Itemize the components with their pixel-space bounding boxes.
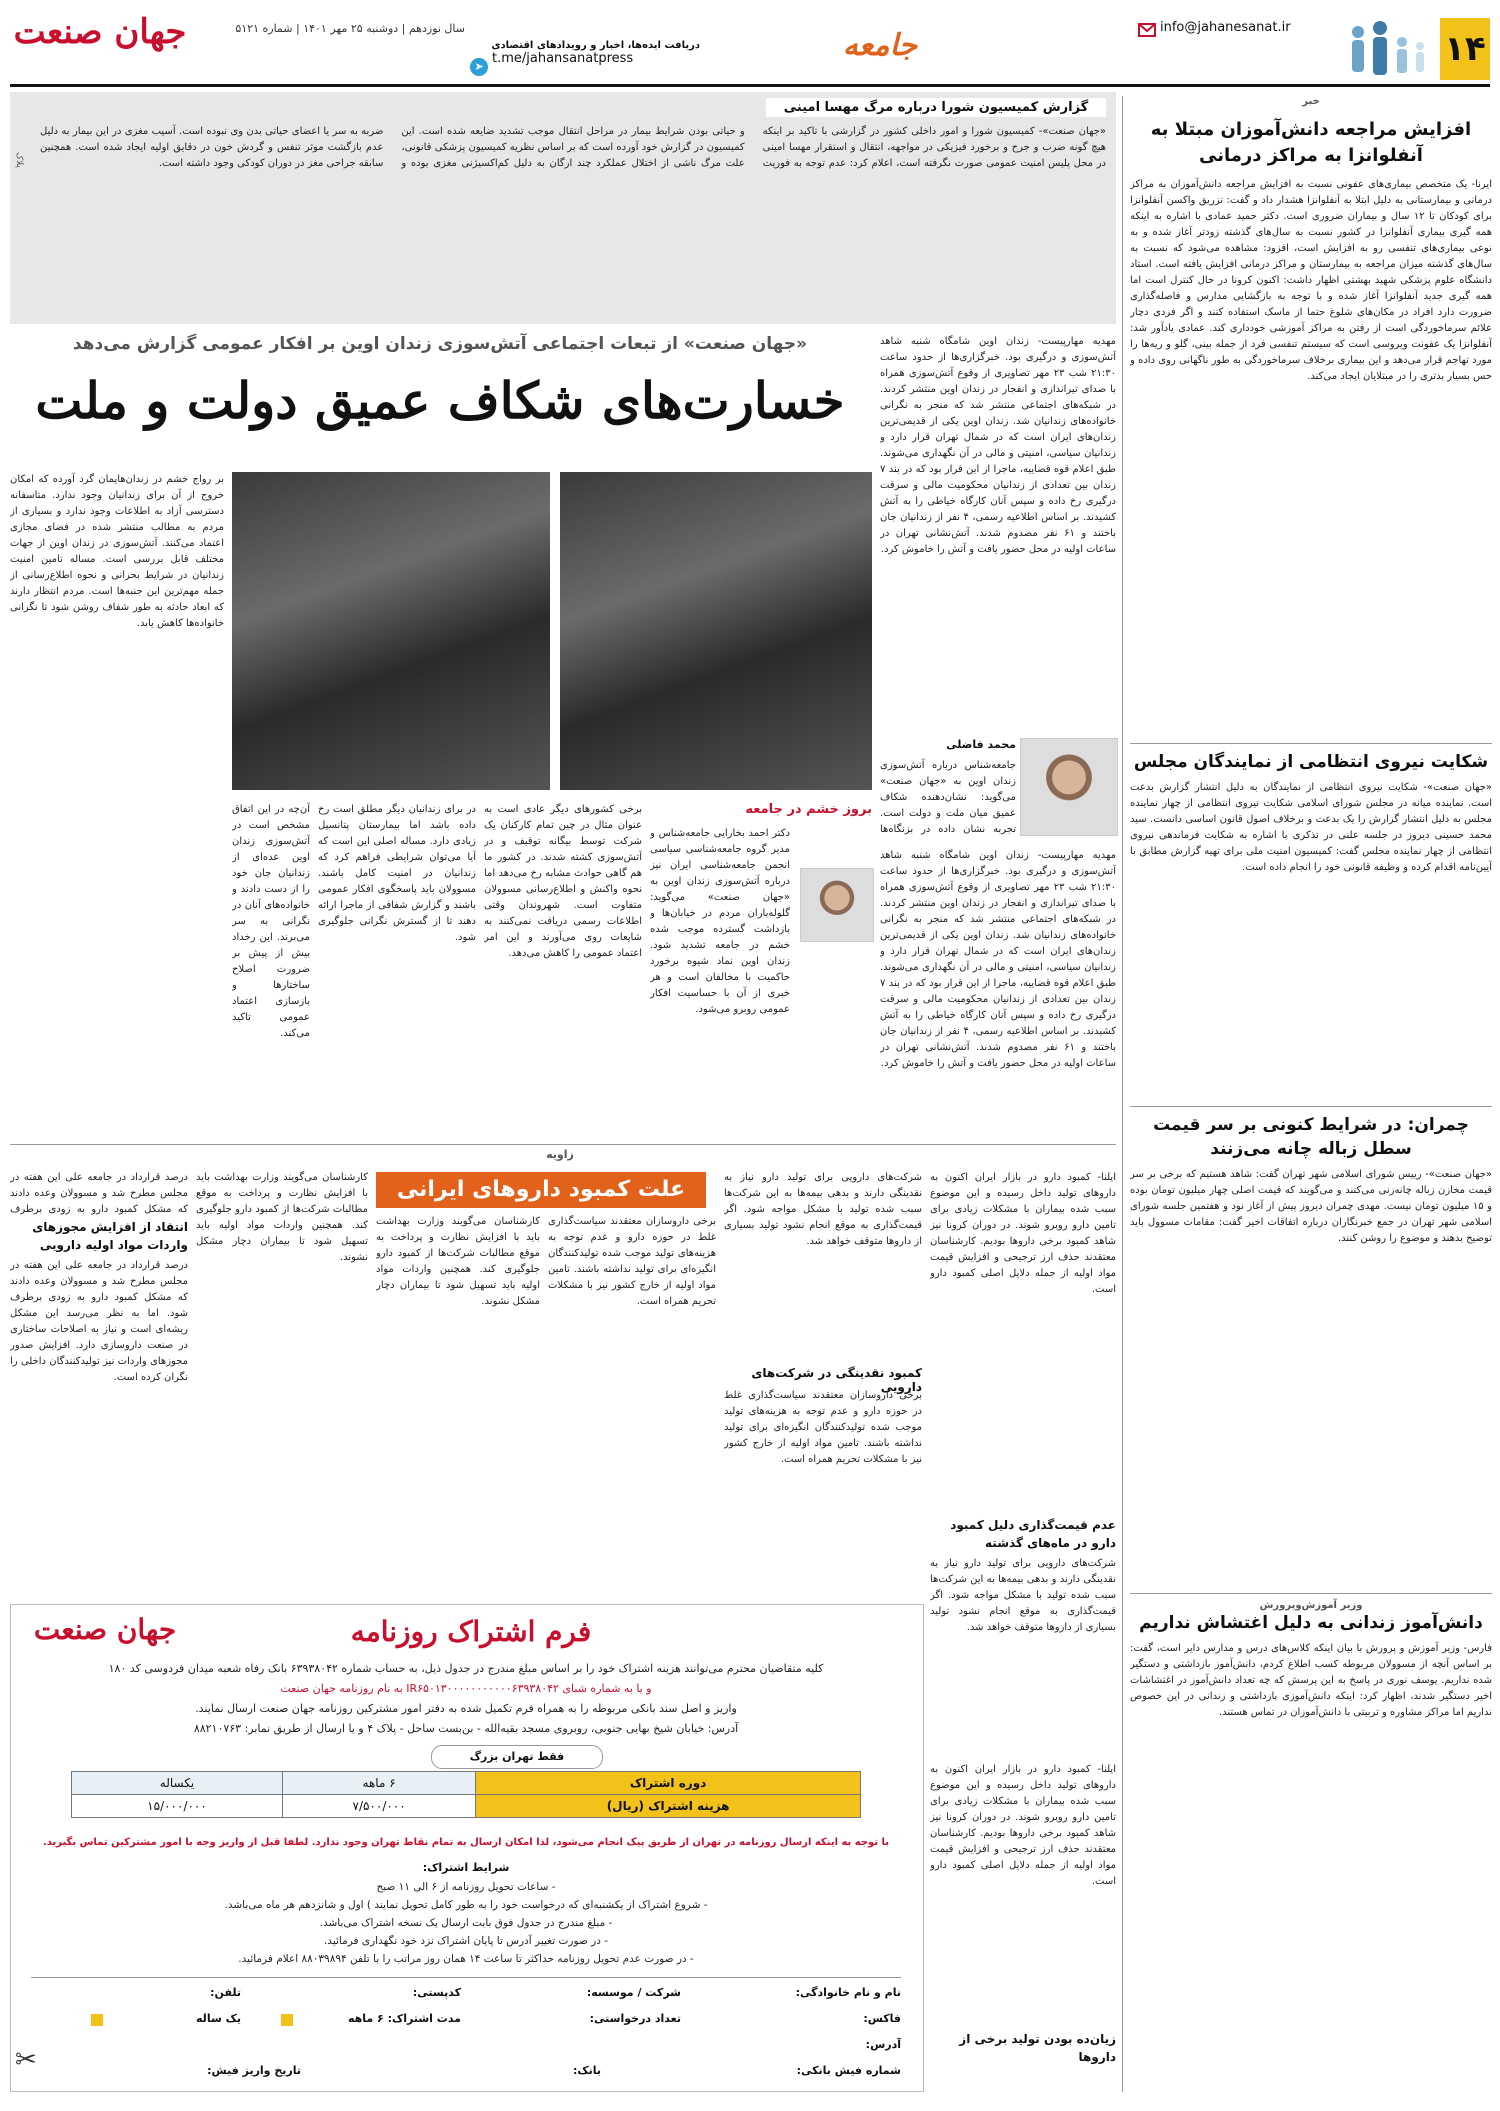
table-row-6mo-price: ۷/۵۰۰/۰۰۰ — [283, 1795, 476, 1818]
drug-col4: کارشناسان می‌گویند وزارت بهداشت باید با افزایش نظارت و پرداخت به موقع مطالبات شرکت‌ها از کمبود دارو جلوگیری کند. همچنین واردات مواد اولیه باید تسهیل شود تا بیماران دچار مشکل نشوند. — [376, 1216, 540, 1307]
main-col-right: بر رواج خشم در زندان‌هایمان گرد آورده که امکان خروج از آن برای زندانیان وجود ندارد. متاسفانه دسترسی آزاد به اطلاعات وجود ندارد و بسیاری از مردم به مطالب منتشر شده در فضای مجازی اعتماد می‌کنند. آتش‌سوزی در زندان اوین از جهات مختلف قابل بررسی است. مساله تامین امنیت زندانیان در شرایط بحرانی و نحوه اطلاع‌رسانی از جمله مهم‌ترین این جنبه‌ها است. مردم انتظار دارند که ابعاد حادثه به طور شفاف روشن شود تا نگرانی خانواده‌ها کاهش یابد. — [10, 474, 224, 629]
byline-fazeli: محمد فاضلی — [946, 738, 1016, 751]
commission-report-body: «جهان صنعت»- کمیسیون شورا و امور داخلی کشور در گزارشی با تاکید بر اینکه هیچ گونه ضرب و جرح و برخورد فیزیکی در مواجهه، انتقال و استقرار مهسا امینی در محل پلیس امنیت عمومی صورت نگرفته است، اعلام کرد: عدم توجه به فوریت و حیاتی بودن شرایط بیمار در مراحل انتقال موجب تشدید ضایعه شده است. این کمیسیون در گزارش خود آورده است که بر اساس نظریه کمیسیون پزشکی قانونی، علت مرگ ناشی از اختلال عملکرد چند ارگان به دلیل کم‌اکسیژنی مغزی بوده و ضربه به سر یا اعضای حیاتی بدن وی نبوده است. آسیب مغزی در این بیمار به دلیل عدم بازگشت موثر تنفس و گردش خون در دقایق اولیه ایجاد شده است. همچنین سابقه جراحی مغز در دوران کودکی وجود داشته است. — [40, 126, 1106, 169]
commission-report-title: گزارش کمیسیون شورا درباره مرگ مهسا امینی — [766, 98, 1106, 117]
drug-col1: ایلنا- کمبود دارو در بازار ایران اکنون به داروهای تولید داخل رسیده و این موضوع سبب شده بیماران با مشکلات زیادی برای تامین دارو روبرو شوند. در دوران کرونا نیز شاهد کمبود برخی داروها بودیم. کارشناسان معتقدند حذف ارز ترجیحی و افزایش قیمت مواد اولیه از جمله دلایل اصلی کمبود دارو است. — [930, 1172, 1116, 1295]
byline-fazeli-text: جامعه‌شناس درباره آتش‌سوزی زندان اوین به «جهان صنعت» می‌گوید: نشان‌دهنده شکاف عمیق میان ملت و دولت است. تجربه نشان داده در بزنگاه‌ها — [880, 760, 1016, 835]
headline-police-complaint: شکایت نیروی انتظامی از نمایندگان مجلس — [1133, 752, 1489, 772]
telegram-icon: ➤ — [470, 58, 488, 76]
subscription-form — [10, 1604, 924, 2092]
header-email[interactable]: info@jahanesanat.ir — [1160, 20, 1291, 35]
form-fields — [31, 1977, 901, 2086]
field-yearly[interactable]: یک ساله — [196, 2012, 241, 2025]
kicker-education: وزیر آموزش‌وپرورش — [1259, 1600, 1363, 1611]
main-col-a: برخی کشورهای دیگر عادی است به عنوان مثال در چین تمام کارکنان یک شرکت توسط بیگانه توقیف و در آتش‌سوزی کشته شدند. در کشور ما هم گاهی حوادث مشابه رخ می‌دهد اما نحوه واکنش و اطلاع‌رسانی مسوولان متفاوت است. شهروندان وقتی اطلاعات رسمی دریافت نمی‌کنند به شایعات روی می‌آورند و این امر اعتماد عمومی را کاهش می‌دهد. — [484, 804, 642, 959]
portrait-bokharaei — [800, 868, 874, 942]
field-fax[interactable]: فاکس: — [863, 2012, 901, 2025]
checkbox-1yr[interactable] — [91, 2014, 103, 2026]
telegram-line2[interactable]: t.me/jahansanatpress — [492, 51, 634, 66]
fire-photo-left — [232, 472, 550, 790]
headline-chamran: چمران: در شرایط کنونی بر سر قیمت سطل زباله چانه می‌زنند — [1153, 1115, 1469, 1159]
field-period[interactable]: مدت اشتراک: ۶ ماهه — [347, 2012, 461, 2025]
kicker-flu: خبر — [1302, 96, 1320, 107]
drug-sub3: زیان‌ده بودن تولید برخی از داروها — [959, 2032, 1116, 2064]
zaviyeh-tag: زاویه — [546, 1148, 574, 1161]
page-number: ۱۴ — [1444, 29, 1486, 69]
condition-1: - ساعات تحویل روزنامه از ۶ الی ۱۱ صبح — [376, 1881, 556, 1893]
drug-col2: شرکت‌های دارویی برای تولید دارو نیاز به نقدینگی دارند و بدهی بیمه‌ها به این شرکت‌ها سبب شده تولید با مشکل مواجه شود. اگر قیمت‌گذاری به موقع انجام نشود تولید بسیاری از داروها متوقف خواهد شد. — [724, 1172, 922, 1247]
drug-col6: درصد قرارداد در جامعه علی این هفته در مجلس مطرح شد و مسوولان وعده دادند که مشکل کمبود دارو به زودی برطرف — [10, 1172, 188, 1215]
envelope-icon — [1138, 22, 1156, 36]
checkbox-6mo[interactable] — [281, 2014, 293, 2026]
body-chamran: «جهان صنعت»- رییس شورای اسلامی شهر تهران گفت: شاهد هستیم که برخی بر سر قیمت مخازن زباله چانه‌زنی می‌کنند و می‌گویند که قیمت اصلی چهار میلیون تومان بوده و ۱۵ میلیون تومان نیست. مهدی چمران دیروز پیش از آغاز نود و هفتمین جلسه شورای اسلامی شهر تهران در جمع خبرنگاران درباره اتفاقات اخیر گفت: مقامات مسوول باید توضیح بدهند و موضوع را روشن کنند. — [1130, 1169, 1492, 1244]
condition-2: - شروع اشتراک از یکشنبه‌ای که درخواست خود را به طور کامل تحویل نمایند ) اول و شانزدهم هر ماه می‌باشد. — [224, 1899, 708, 1911]
headline-education: دانش‌آموز زندانی به دلیل اغتشاش نداریم — [1139, 1613, 1483, 1633]
condition-3: - مبلغ مندرج در جدول فوق بابت ارسال یک نسخه اشتراک می‌باشد. — [319, 1917, 613, 1929]
main-intro: مهدیه مهارپیست- زندان اوین شامگاه شنبه شاهد آتش‌سوزی و درگیری بود. خبرگزاری‌ها از حدود ساعت ۲۱:۳۰ شب ۲۳ مهر تصاویری از وقوع آتش‌سوزی همراه با صدای تیراندازی و انفجار در زندان اوین منتشر کردند. در شبکه‌های اجتماعی منتشر شد که منجر به نگرانی خانواده‌های زندانیان شد. زندان اوین یکی از قدیمی‌ترین زندان‌های ایران است که در شمال تهران قرار دارد و زندانیان سیاسی، امنیتی و مالی در آن نگهداری می‌شوند. طبق اعلام قوه قضاییه، ماجرا از این قرار بود که در بند ۷ زندان بین تعدادی از زندانیان محکومیت مالی و سرقت درگیری رخ داده و سپس آنان کارگاه خیاطی را به آتش کشیدند. بر اساس اطلاعیه رسمی، ۴ نفر از زندانیان جان باختند و ۶۱ نفر مصدوم شدند. آتش‌نشانی تهران در ساعات اولیه در محل حضور یافت و آتش را خاموش کرد. — [880, 336, 1116, 555]
field-company[interactable]: شرکت / موسسه: — [586, 1986, 681, 1999]
drug-col6b: درصد قرارداد در جامعه علی این هفته در مجلس مطرح شد و مسوولان وعده دادند که مشکل کمبود دارو به زودی برطرف شود. اما به نظر می‌رسد این مشکل ریشه‌ای است و نیاز به اصلاحات ساختاری در صنعت داروسازی دارد. افزایش صدور مجوزهای واردات نیز تولیدکنندگان داخلی را نگران کرده است. — [10, 1260, 188, 1383]
field-phone[interactable]: تلفن: — [210, 1986, 241, 1999]
field-address[interactable]: آدرس: — [865, 2038, 901, 2051]
portrait-fazeli — [1020, 738, 1118, 836]
commission-report-box — [10, 92, 1116, 324]
drug-sub4: انتقاد از افزایش مجوزهای واردات مواد اولیه دارویی — [32, 1220, 188, 1252]
fire-photo-right — [560, 472, 872, 790]
scissors-icon: ✂ — [15, 2045, 37, 2075]
right-column — [1130, 96, 1492, 2092]
body-flu: ایرنا- یک متخصص بیماری‌های عفونی نسبت به افزایش مراجعه دانش‌آموزان به مراکز درمانی و بیمارستانی به دلیل ابتلا به آنفلوانزا هشدار داد و گفت: تزریق واکسن آنفلوانزا برای کودکان تا ۱۲ سال و بیماران ضروری است. دکتر حمید عمادی با اشاره به اینکه همه گیری بیماری آنفلوانزا در کشور نسبت به سال‌های گذشته زودتر آغاز شده و به نوعی بیماری‌های تنفسی رو به افزایش است، افزود: مشاهده می‌شود که نسبت به سال‌های گذشته میزان مراجعه به بیمارستان و مراکز درمانی افزایش یافته است. استاد دانشگاه علوم پزشکی شهید بهشتی اظهار داشت: اکنون کرونا در حال کنترل است اما همه گیری جدید آنفلوانزا آغاز شده و با توجه به بازگشایی مدارس و فاصله‌گذاری ضرورت دارد افراد در مکان‌های شلوغ حتما از ماسک استفاده کنند و اگر فردی دچار علائم سرماخوردگی است از رفتن به مراکز آموزشی خودداری کند. عمادی یادآور شد: آنفلوانزا یک عفونت ویروسی است که سیستم تنفسی فرد از جمله بینی، گلو و ریه‌ها را مورد تهاجم قرار می‌دهد و این بیماری برخلاف سرماخوردگی به طور ناگهانی روی داده و حس بسیار بدتری را در مبتلایان ایجاد می‌کند. — [1130, 179, 1492, 382]
drug-sub2: کمبود نقدینگی در شرکت‌های دارویی — [751, 1366, 922, 1394]
table-row-1yr-price: ۱۵/۰۰۰/۰۰۰ — [72, 1795, 283, 1818]
subscription-line3: واریز و اصل سند بانکی مربوطه را به همراه فرم تکمیل شده به دفتر امور مشترکین روزنامه جهان صنعت ارسال نمایند. — [195, 1702, 737, 1715]
main-headline: خسارت‌های شکاف عمیق دولت و ملت — [35, 371, 845, 430]
field-bank[interactable]: بانک: — [572, 2064, 601, 2077]
condition-5: - در صورت عدم تحویل روزنامه حداکثر تا ساعت ۱۴ همان روز مراتب را با تلفن ۸۸۰۳۹۸۹۴ اعلام فرمائید. — [238, 1953, 694, 1965]
condition-4: - در صورت تغییر آدرس تا پایان اشتراک نزد خود نگهداری فرمائید. — [323, 1935, 609, 1947]
drug-col2b: برخی داروسازان معتقدند سیاست‌گذاری غلط در حوزه دارو و عدم توجه به هزینه‌های تولید موجب شده تولیدکنندگان انگیزه‌ای برای تولید نداشته باشند. تامین مواد اولیه از خارج کشور نیز با مشکلات تحریم همراه است. — [724, 1390, 922, 1465]
field-count[interactable]: تعداد درخواستی: — [589, 2012, 681, 2025]
body-education: فارس- وزیر آموزش و پرورش با بیان اینکه کلاس‌های درس و مدارس دایر است، گفت: بر اساس آنچه از مسوولان مربوطه کسب اطلاع کردم، دانش‌آموز بازداشتی و دستگیر شده نداریم. یوسف نوری در پاسخ به این پرسش که چه تعداد دانش‌آموز در اغتشاشات اخیر دستگیر شدند، اظهار کرد: اینکه دانش‌آموزی بازداشتی و زندانی در این خصوص نداریم اما مراکز مشاوره و تربیتی با دانش‌آموزان در تماس هستند. — [1130, 1643, 1492, 1718]
drug-col1b: شرکت‌های دارویی برای تولید دارو نیاز به نقدینگی دارند و بدهی بیمه‌ها به این شرکت‌ها سبب شده تولید با مشکل مواجه شود. اگر قیمت‌گذاری به موقع انجام نشود تولید بسیاری از داروها متوقف خواهد شد. — [930, 1558, 1116, 1633]
conditions-title: شرایط اشتراک: — [422, 1861, 510, 1874]
drug-shortage-title: علت کمبود داروهای ایرانی — [396, 1177, 686, 1202]
field-name[interactable]: نام و نام خانوادگی: — [795, 1986, 901, 1999]
table-row-label: هزینه اشتراک (ریال) — [476, 1795, 861, 1818]
table-head-1yr: یکساله — [72, 1772, 283, 1795]
table-head-period: دوره اشتراک — [476, 1772, 861, 1795]
main-col-b: در برای زندانیان دیگر مطلق است رخ داده باشد اما بیمارستان پتانسیل زیادی دارد. مساله اصلی این است که آیا می‌توان شرایطی فراهم کرد که زندانیان در امنیت کامل باشند. مسوولان باید پاسخگوی افکار عمومی باشند و گزارش شفافی از ماجرا ارائه دهند تا از گسترش نگرانی جلوگیری شود. — [318, 804, 476, 943]
subscription-notice: با توجه به اینکه ارسال روزنامه در تهران از طریق پیک انجام می‌شود، لذا امکان ارسال به تمام نقاط تهران وجود ندارد. لطفا قبل از واریز وجه با امور مشترکین تماس بگیرید. — [42, 1837, 890, 1848]
field-receipt[interactable]: شماره فیش بانکی: — [796, 2064, 901, 2077]
field-date[interactable]: تاریخ واریز فیش: — [207, 2064, 301, 2077]
tehran-only-badge: فقط تهران بزرگ — [431, 1745, 603, 1769]
section-title: جامعه — [842, 28, 918, 63]
drug-col5: کارشناسان می‌گویند وزارت بهداشت باید با افزایش نظارت و پرداخت به موقع مطالبات شرکت‌ها از کمبود دارو جلوگیری کند. همچنین واردات مواد اولیه باید تسهیل شود تا بیماران دچار مشکل نشوند. — [196, 1172, 368, 1263]
subhead-anger-body: دکتر احمد بخارایی جامعه‌شناس و مدیر گروه جامعه‌شناسی سیاسی انجمن جامعه‌شناسی ایران نیز درباره آتش‌سوزی زندان اوین به «جهان صنعت» می‌گوید: گلوله‌باران مردم در خیابان‌ها و بازداشت گسترده موجب شده خشم در جامعه تشدید شود. زندان اوین نماد شیوه برخورد حاکمیت با مخالفان است و هر خبری از آن با حساسیت افکار عمومی روبرو می‌شود. — [650, 828, 790, 1015]
subscription-line2: و یا به شماره شبای IR۶۵۰۱۳۰۰۰۰۰۰۰۰۰۰۰۶۳۹۳۸۰۴۲ به نام روزنامه جهان صنعت — [280, 1682, 652, 1695]
drug-col3: برخی داروسازان معتقدند سیاست‌گذاری غلط در حوزه دارو و عدم توجه به هزینه‌های تولید موجب شده تولیدکنندگان انگیزه‌ای برای تولید نداشته باشند. تامین مواد اولیه از خارج کشور نیز با مشکلات تحریم همراه است. — [548, 1216, 716, 1307]
headline-flu: افزایش مراجعه دانش‌آموزان مبتلا به آنفلوانزا به مراکز درمانی — [1150, 119, 1472, 166]
page-number-badge — [1440, 18, 1490, 80]
vertical-tag: پلاک — [14, 152, 24, 168]
subscription-line1: کلیه متقاضیان محترم می‌توانند هزینه اشتراک خود را بر اساس مبلغ مندرج در جدول ذیل، به حساب شماره ۶۳۹۳۸۰۴۲ بانک رفاه شعبه میدان فردوسی کد ۱۸۰ — [108, 1662, 824, 1675]
main-col-c: آن‌چه در این اتفاق مشخص است در آتش‌سوزی زندان اوین عده‌ای از زندانیان جان خود را از دست دادند و خانواده‌های آنان در نگرانی به سر می‌برند. این رخداد بیش از پیش بر ضرورت اصلاح ساختارها و بازسازی اعتماد عمومی تاکید می‌کند. — [232, 804, 310, 1039]
subscription-logo: جهان صنعت — [33, 1613, 177, 1646]
newspaper-logo[interactable]: جهان صنعت — [13, 12, 187, 52]
drug-col1c: ایلنا- کمبود دارو در بازار ایران اکنون به داروهای تولید داخل رسیده و این موضوع سبب شده بیماران با مشکلات زیادی برای تامین دارو روبرو شوند. در دوران کرونا نیز شاهد کمبود برخی داروها بودیم. کارشناسان معتقدند حذف ارز ترجیحی و افزایش قیمت مواد اولیه از جمله دلایل اصلی کمبود دارو است. — [930, 1764, 1116, 1887]
family-silhouette-icon — [1340, 18, 1432, 80]
telegram-box[interactable] — [470, 40, 700, 80]
main-kicker: «جهان صنعت» از تبعات اجتماعی آتش‌سوزی زندان اوین بر افکار عمومی گزارش می‌دهد — [72, 334, 808, 354]
table-head-6mo: ۶ ماهه — [283, 1772, 476, 1795]
body-police-complaint: «جهان صنعت»- شکایت نیروی انتظامی از نمایندگان به دلیل انتشار گزارش بدعت است. نماینده میانه در مجلس شورای اسلامی شکایت نیروی انتظامی از چهار نماینده مجلس به دلیل انتشار گزارش را یک بدعت و برخلاف اصول قانون اساسی دانست. سید محمد حسینی دیروز در جلسه علنی در تذکری با اشاره به شکایت فرماندهی نیروی انتظامی از چهار نماینده مجلس گفت: کمیسیون امنیت ملی برای تهیه گزارش مطابق با آیین‌نامه اقدام کرده و وظیفه قانونی خود را انجام داده است. — [1130, 782, 1492, 873]
issue-info: سال نوزدهم | دوشنبه ۲۵ مهر ۱۴۰۱ | شماره ۵۱۲۱ — [235, 22, 465, 35]
main-col-fazeli-cont: مهدیه مهارپیست- زندان اوین شامگاه شنبه شاهد آتش‌سوزی و درگیری بود. خبرگزاری‌ها از حدود ساعت ۲۱:۳۰ شب ۲۳ مهر تصاویری از وقوع آتش‌سوزی همراه با صدای تیراندازی و انفجار در زندان اوین منتشر کردند. در شبکه‌های اجتماعی منتشر شد که منجر به نگرانی خانواده‌های زندانیان شد. زندان اوین یکی از قدیمی‌ترین زندان‌های ایران است که در شمال تهران قرار دارد و زندانیان سیاسی، امنیتی و مالی در آن نگهداری می‌شوند. طبق اعلام قوه قضاییه، ماجرا از این قرار بود که در بند ۷ زندان بین تعدادی از زندانیان محکومیت مالی و سرقت درگیری رخ داده و سپس آنان کارگاه خیاطی را به آتش کشیدند. بر اساس اطلاعیه رسمی، ۴ نفر از زندانیان جان باختند و ۶۱ نفر مصدوم شدند. آتش‌نشانی تهران در ساعات اولیه در محل حضور یافت و آتش را خاموش کرد. — [880, 850, 1116, 1069]
subhead-anger: بروز خشم در جامعه — [745, 802, 872, 817]
subscription-title: فرم اشتراک روزنامه — [350, 1615, 592, 1648]
drug-shortage-banner — [376, 1172, 706, 1208]
field-postcode[interactable]: کدپستی: — [412, 1986, 461, 1999]
drug-sub1: عدم قیمت‌گذاری دلیل کمبود دارو در ماه‌های گذشته — [950, 1518, 1116, 1550]
telegram-line1: دریافت ایده‌ها، اخبار و رویدادهای اقتصادی — [491, 40, 700, 51]
subscription-line4: آدرس: خیابان شیخ بهایی جنوبی، روبروی مسجد بقیه‌الله - بن‌بست ساحل - پلاک ۴ و یا ارسال از طریق نمابر: ۸۸۲۱۰۷۶۳ — [193, 1722, 739, 1735]
subscription-price-table — [71, 1771, 861, 1818]
